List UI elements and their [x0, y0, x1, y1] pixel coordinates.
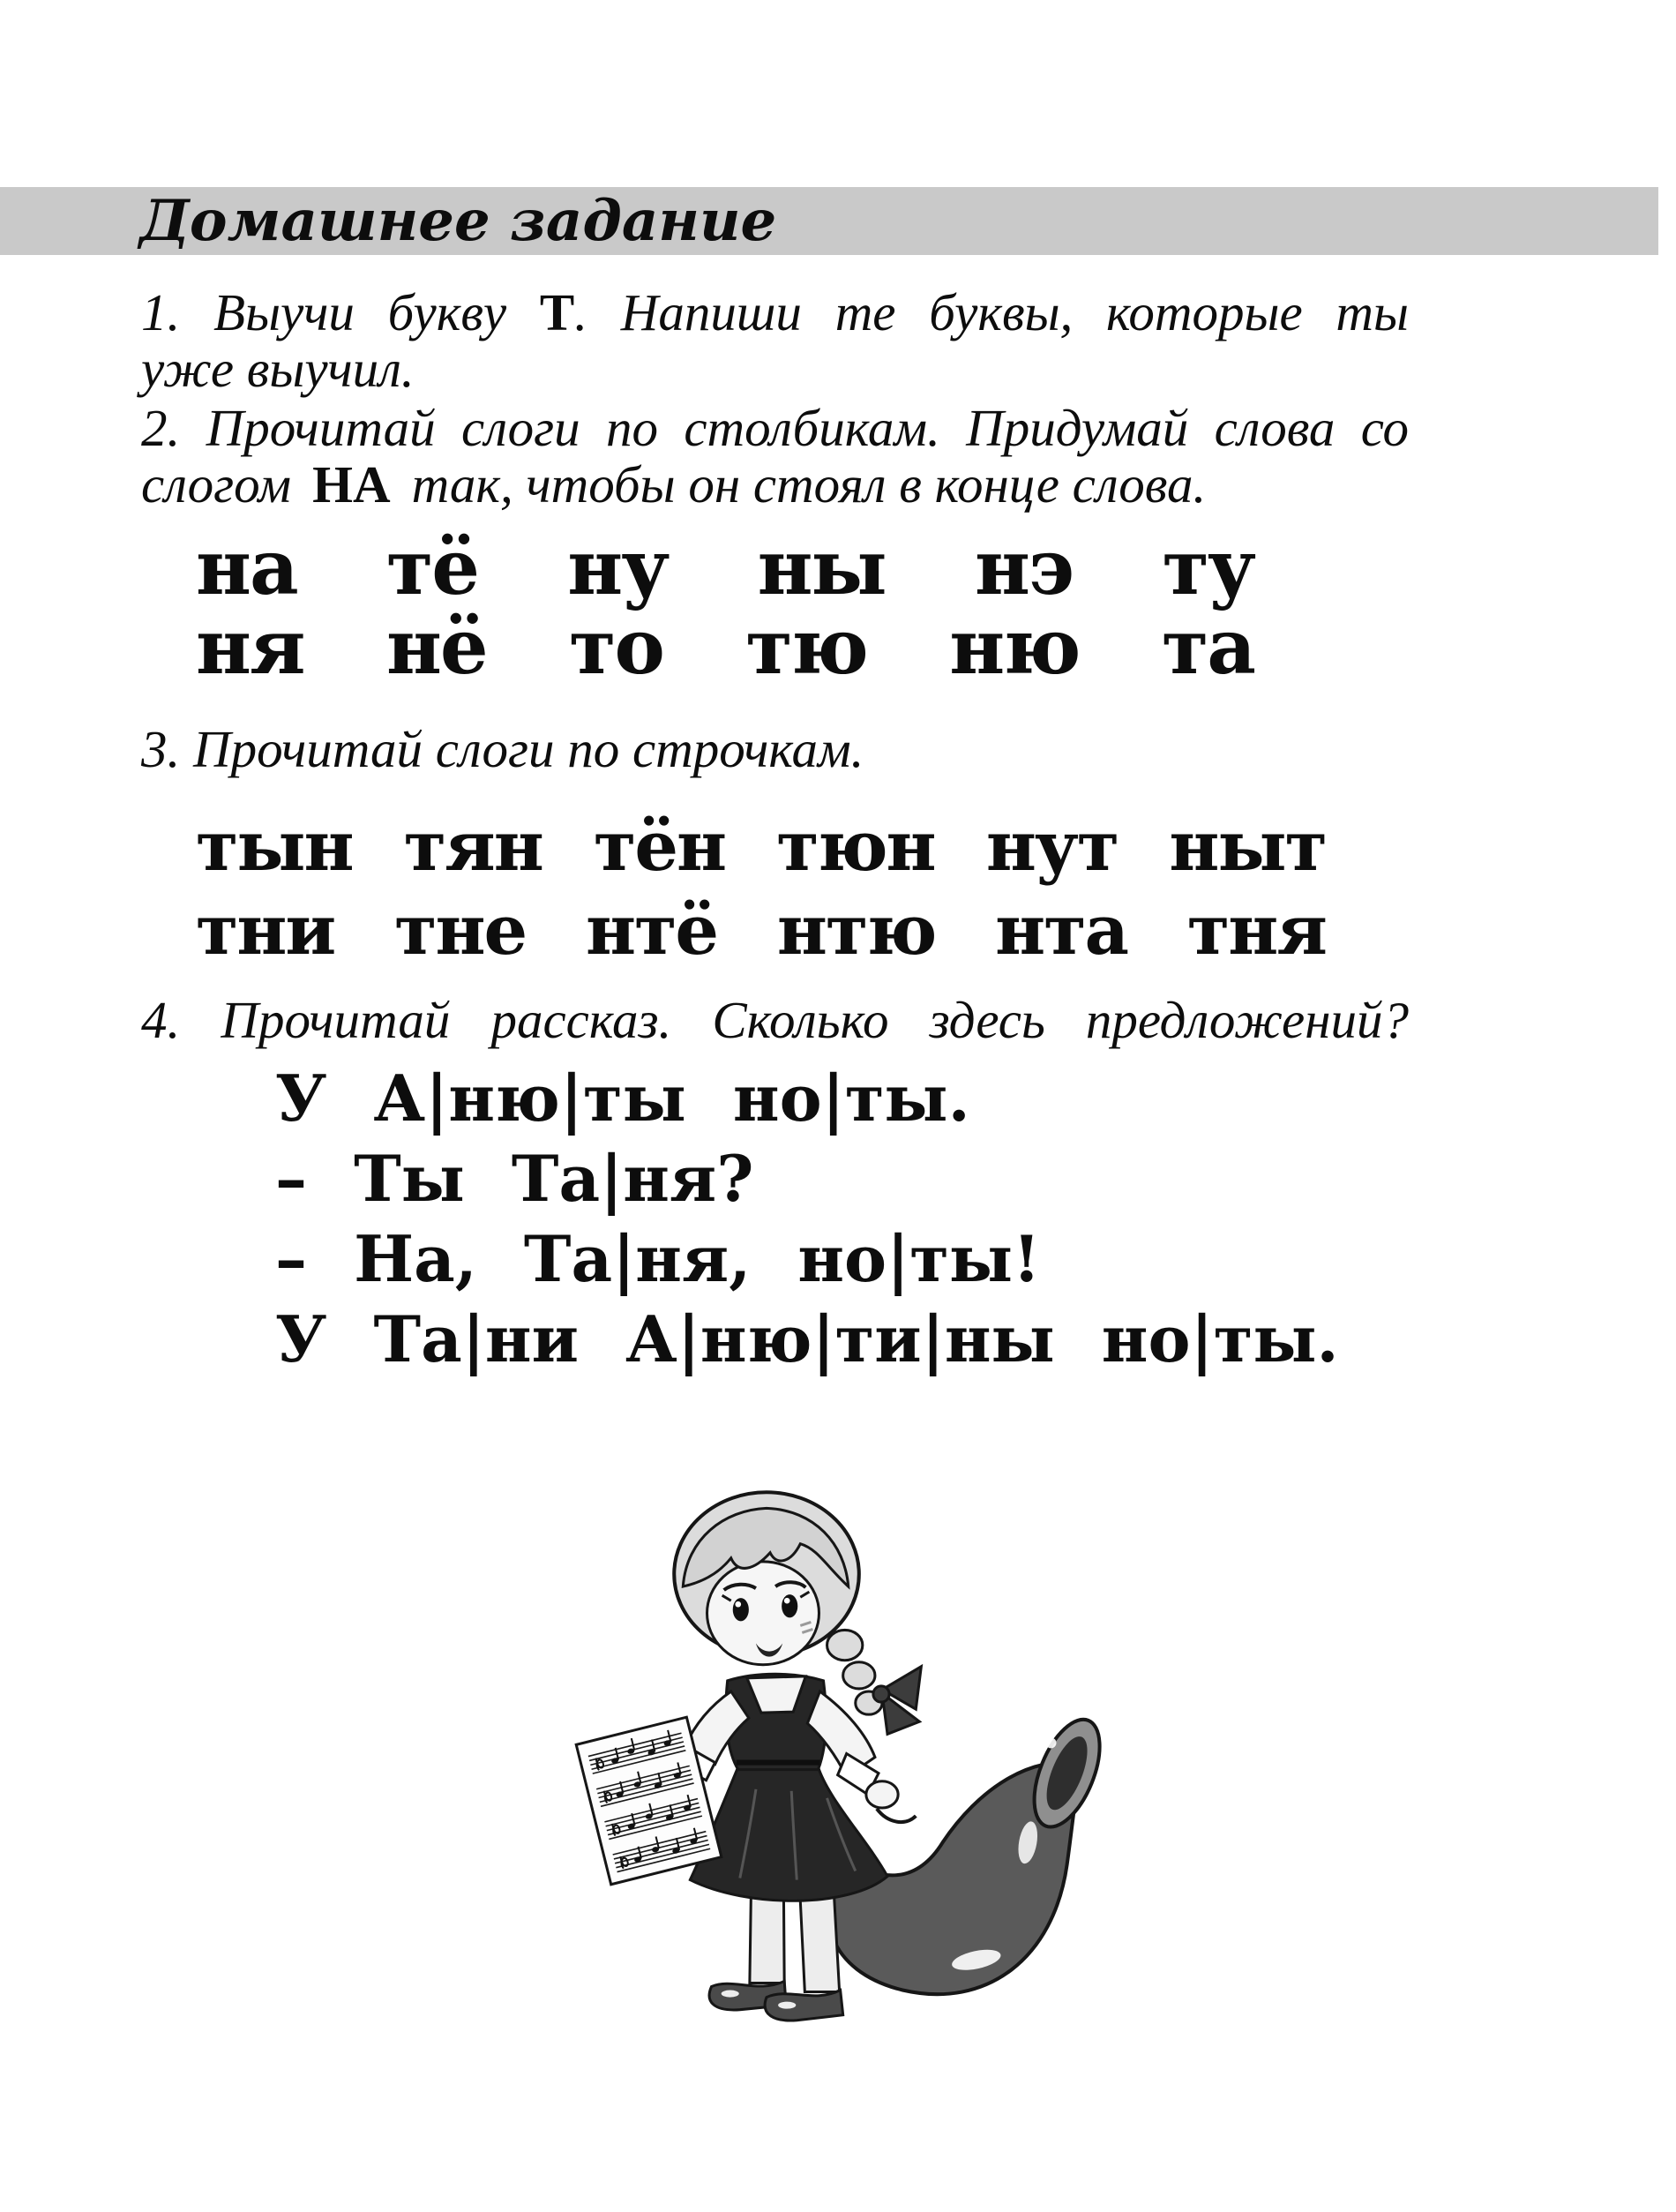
syllable-cell: тюн: [776, 806, 935, 887]
syllable-cell: та: [1161, 603, 1254, 692]
task1-line1-pre: 1. Выучи букву: [141, 283, 540, 341]
syllable-cell: тын: [196, 806, 353, 887]
syllable-cell: нут: [985, 806, 1119, 887]
syllable-cell: ню: [949, 603, 1080, 692]
syllable-cell: тё: [385, 523, 478, 612]
syllable-cell: нтё: [586, 890, 718, 971]
task2-line2-post: так, чтобы он стоял в конце слова.: [411, 455, 1207, 514]
syllable-columns-row2: [196, 603, 1254, 692]
syllable-cell: то: [569, 603, 663, 692]
syllable-cell: ня: [196, 603, 304, 692]
header-bar: [0, 187, 1658, 255]
story-line-2: – Ты Та|ня?: [275, 1141, 754, 1216]
syllable-rows-row2: [196, 890, 1326, 971]
syllable-rows-row1: [196, 806, 1326, 888]
syllable-cell: нтю: [776, 890, 936, 971]
task2-line2: [141, 456, 1409, 513]
page-title: Домашнее задание: [139, 188, 777, 254]
story-line-3: – На, Та|ня, но|ты!: [275, 1221, 1041, 1296]
syllable-cell: ту: [1162, 523, 1254, 612]
task1-line1: [141, 284, 1409, 341]
task3-line1: 3. Прочитай слоги по строчкам.: [141, 720, 864, 778]
syllable-cell: на: [196, 523, 297, 612]
syllable-cell: тян: [403, 806, 542, 887]
syllable-cell: ны: [757, 523, 886, 612]
task1-line1-post: . Напиши те буквы, которые ты: [574, 283, 1409, 341]
girl-with-sheet-music-and-horn-illustration: [534, 1460, 1111, 2047]
task2-line2-pre: слогом: [141, 455, 292, 514]
syllable-columns-row1: [196, 523, 1254, 612]
syllable-cell: тён: [594, 806, 726, 887]
syllable-cell: нё: [385, 603, 487, 692]
syllable-cell: ну: [567, 523, 669, 612]
syllable-cell: тне: [394, 890, 527, 971]
syllable-cell: тня: [1186, 890, 1326, 971]
task1-line2: уже выучил.: [141, 340, 415, 398]
task2-bold-syllable: НА: [312, 455, 391, 514]
syllable-cell: тни: [196, 890, 335, 971]
task2-line1: 2. Прочитай слоги по столбикам. Придумай слова со: [141, 399, 1409, 457]
syllable-cell: ныт: [1169, 806, 1326, 887]
story-line-1: У А|ню|ты но|ты.: [275, 1061, 970, 1136]
syllable-cell: тю: [745, 603, 867, 692]
syllable-cell: нта: [995, 890, 1128, 971]
syllable-cell: нэ: [975, 523, 1074, 612]
task1-bold-letter: Т: [539, 283, 575, 341]
task4-line1: 4. Прочитай рассказ. Сколько здесь предложений?: [141, 991, 1409, 1049]
story-line-4: У Та|ни А|ню|ти|ны но|ты.: [275, 1301, 1339, 1376]
illustration-svg: [534, 1460, 1111, 2047]
